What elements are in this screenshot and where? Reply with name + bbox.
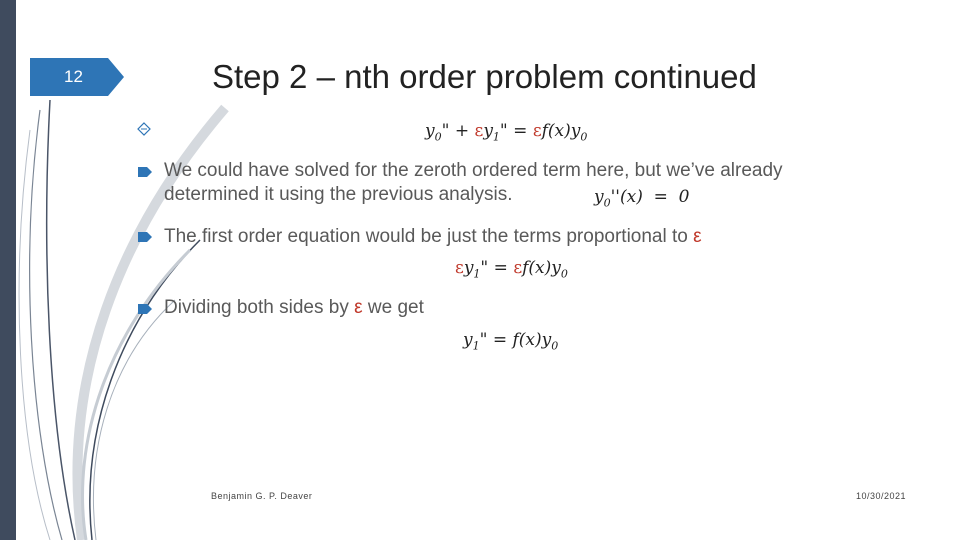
bullet-3-tail: we get bbox=[367, 297, 424, 318]
bullet-icon bbox=[138, 232, 152, 242]
bullet-3-text: Dividing both sides by bbox=[164, 297, 349, 318]
slide-title: Step 2 – nth order problem continued bbox=[212, 58, 757, 95]
equation-2: $y_0''(x) = 0$ bbox=[594, 187, 690, 210]
bullet-1-line-1: We could have solved for the zeroth ordered term here, but we’ve already bbox=[164, 160, 783, 181]
footer-author: Benjamin G. P. Deaver bbox=[211, 491, 313, 501]
bullet-3 bbox=[164, 296, 424, 319]
bullet-2-epsilon: ε bbox=[693, 226, 702, 247]
bullet-icon bbox=[138, 304, 152, 314]
bullet-2-text: The first order equation would be just the terms proportional to bbox=[164, 226, 688, 247]
equation-3: $\varepsilon y_1$" = $\varepsilon f(x)y_0$ bbox=[455, 258, 568, 281]
empty-bullet-icon bbox=[137, 122, 151, 136]
equation-1: $y_0$" + $\varepsilon y_1$" = $\varepsilon f(x)y_0$ bbox=[425, 121, 588, 144]
bullet-3-epsilon: ε bbox=[354, 297, 363, 318]
bullet-icon bbox=[138, 167, 152, 177]
slide-number: 12 bbox=[64, 67, 83, 86]
bullet-2 bbox=[164, 225, 702, 248]
equation-4: $y_1$" = $f(x)y_0$ bbox=[463, 330, 559, 353]
footer-date: 10/30/2021 bbox=[856, 491, 907, 501]
bullet-1-line-2: determined it using the previous analysis. bbox=[164, 184, 513, 205]
